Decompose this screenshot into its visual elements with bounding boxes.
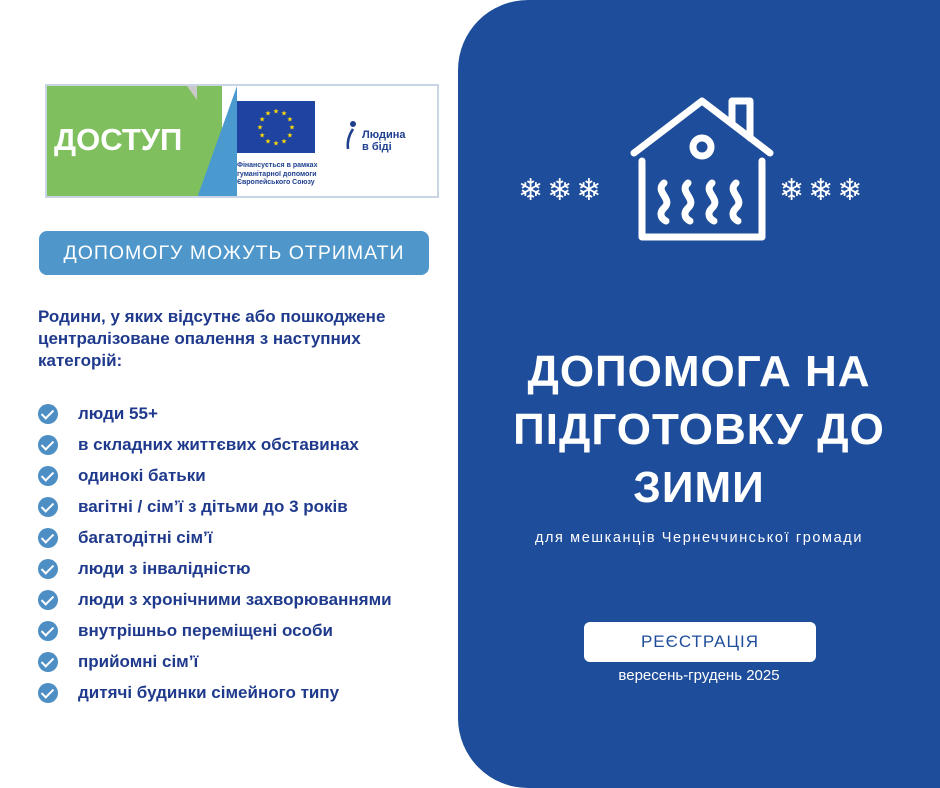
eu-star: ★ [286,115,294,124]
list-item [38,650,198,674]
check-icon [38,497,58,517]
list-item [38,588,392,612]
eligibility-intro-text: Родини, у яких відсутнє або пошкоджене централізоване опалення з наступних категорій: [38,307,386,370]
list-item [38,495,348,519]
check-icon [38,590,58,610]
check-icon [38,559,58,579]
eu-star: ★ [272,107,280,116]
list-item [38,433,359,457]
sponsor-logo-block [45,84,439,198]
check-icon [38,683,58,703]
category-label: люди з хронічними захворюваннями [78,590,392,609]
check-icon [38,528,58,548]
audience-subtitle: для мешканців Чернеччинської громади [534,530,864,546]
category-label: вагітні / сім’ї з дітьми до 3 років [78,497,348,516]
headline-line: ДОПОМОГА НА [527,347,871,396]
check-icon [38,652,58,672]
main-headline [458,343,940,517]
snowflake-icon: ❄❄❄ [518,174,606,207]
category-label: в складних життєвих обставинах [78,435,359,454]
category-label: люди 55+ [78,404,158,423]
partner-name-line1: Людина [362,129,406,141]
category-label: багатодітні сім’ї [78,528,213,547]
program-logo-text: ДОСТУП [54,122,183,157]
list-item [38,681,339,705]
partner-logo-text [362,129,405,153]
category-label: люди з інвалідністю [78,559,251,578]
registration-button[interactable]: РЕЄСТРАЦІЯ [584,622,816,662]
logo-accent-wedge [197,86,237,198]
eu-star: ★ [286,131,294,140]
headline-line: ПІДГОТОВКУ ДО [513,405,885,454]
check-icon [38,404,58,424]
eu-star: ★ [258,131,266,140]
headline-line: ЗИМИ [633,463,765,512]
eu-funding-caption: Фінансується в рамках гуманітарної допомоги Європейського Союзу [237,162,318,186]
list-item [38,557,251,581]
eu-star: ★ [258,115,266,124]
eu-star: ★ [280,109,288,118]
category-label: внутрішньо переміщені особи [78,621,333,640]
eu-star: ★ [264,137,272,146]
partner-logo-icon [345,120,359,150]
eu-star: ★ [256,123,264,132]
list-item [38,526,213,550]
house-heating-icon [628,95,776,245]
category-label: прийомні сім’ї [78,652,199,671]
registration-period: вересень-грудень 2025 [618,667,780,684]
eu-star: ★ [280,137,288,146]
check-icon [38,466,58,486]
list-item [38,464,206,488]
eu-star: ★ [272,139,280,148]
snowflake-icon: ❄❄❄ [779,174,867,207]
partner-name-line2: в біді [362,141,392,153]
category-label: дитячі будинки сімейного типу [78,683,340,702]
category-label: одинокі батьки [78,466,206,485]
check-icon [38,621,58,641]
eligibility-badge: ДОПОМОГУ МОЖУТЬ ОТРИМАТИ [39,231,429,275]
logo-gray-accent [187,86,197,100]
list-item [38,402,158,426]
list-item [38,619,333,643]
eu-flag-icon [237,101,315,153]
eu-star: ★ [288,123,296,132]
check-icon [38,435,58,455]
eu-star: ★ [264,109,272,118]
